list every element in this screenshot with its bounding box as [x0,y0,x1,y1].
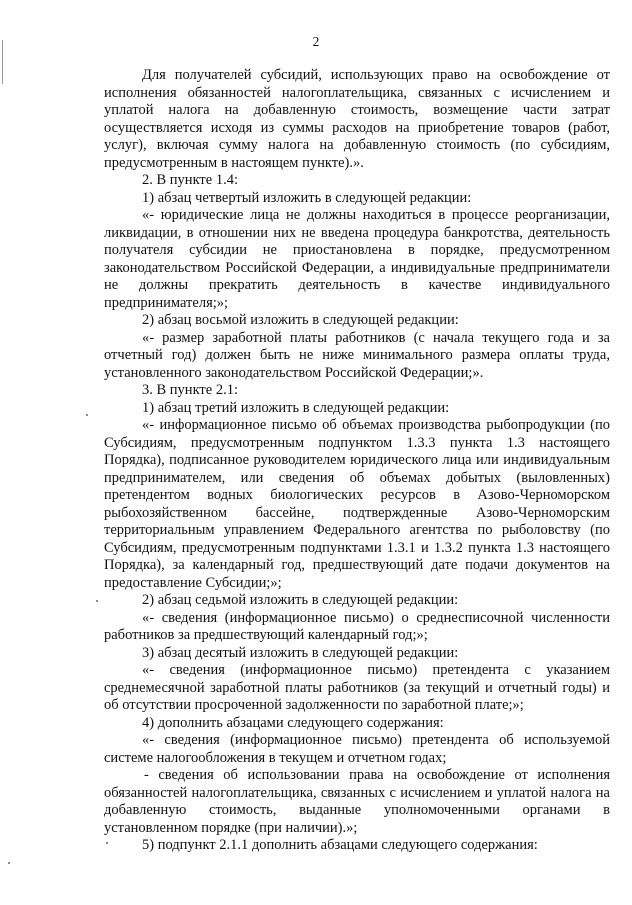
paragraph: 4) дополнить абзацами следующего содержания: [142,714,444,731]
paragraph: «- информационное письмо об объемах производства рыбопродукции (по Субсидиям, предусмотренным подпунктом 1.3.3 пункта 1.3 настоящего Порядка), подписанное руководителем юридического лица или индивидуальным предпринимателем, или сведения об объемах добытых (выловленных) претендентом водных биологических ресурсов в Азово-Черноморском рыбохозяйственном бассейне, подтвержденные Азово-Черноморским территориальным управлением Федерального агентства по рыболовству (по Субсидиям, предусмотренным подпунктами 1.3.1 и 1.3.2 пункта 1.3 настоящего Порядка), за календарный год, предшествующий дате подачи документов на предоставление Субсидии;»; [104,417,610,591]
paragraph: 2) абзац седьмой изложить в следующей редакции: [142,592,459,608]
paragraph: 1) абзац четвертый изложить в следующей редакции: [142,189,472,206]
scan-speck [8,862,10,864]
paragraph: 1) абзац третий изложить в следующей редакции: [142,399,450,416]
paragraph: Для получателей субсидий, использующих право на освобождение от исполнения обязанностей налогоплательщика, связанных с исчислением и уплатой налога на добавленную стоимость, возмещение части затрат осуществляется исходя из суммы расходов на приобретение товаров (работ, услуг), включая сумму налога на добавленную стоимость (по субсидиям, предусмотренным в настоящем пункте).». [104,67,610,171]
paragraph: - сведения об использовании права на освобождение от исполнения обязанностей налогоплательщика, связанных с исчислением и уплатой налога на добавленную стоимость, выданные уполномоченными органами в установленном порядке (при наличии).»; [104,767,610,836]
paragraph: «- сведения (информационное письмо) претендента об используемой системе налогообложения в текущем и отчетном годах; [104,732,610,766]
paragraph: «- сведения (информационное письмо) претендента с указанием среднемесячной заработной платы работников (за текущий и отчетный годы) и об отсутствии просроченной задолженности по заработной плате;»; [104,662,610,713]
paragraph: 3. В пункте 2.1: [142,382,238,398]
scan-speck [86,414,88,416]
scan-speck [96,600,98,602]
page-number: 2 [312,34,320,49]
scan-speck [106,842,108,844]
paragraph: «- юридические лица не должны находиться в процессе реорганизации, ликвидации, в отношении них не введена процедура банкротства, деятельность получателя субсидии не приостановлена в порядке, предусмотренном законодательством Российской Федерации, а индивидуальные предприниматели не должны прекратить деятельность в качестве индивидуального предпринимателя;»; [104,207,610,311]
paragraph: 2. В пункте 1.4: [142,172,238,188]
paragraph: 5) подпункт 2.1.1 дополнить абзацами следующего содержания: [142,837,538,853]
paragraph: 2) абзац восьмой изложить в следующей редакции: [142,312,459,328]
paragraph: «- сведения (информационное письмо) о среднесписочной численности работников за предшествующий календарный год;»; [104,609,610,643]
document-body [104,67,610,855]
paragraph: «- размер заработной платы работников (с начала текущего года и за отчетный год) должен быть не ниже минимального размера оплаты труда, установленного законодательством Российской Федерации;». [104,329,610,381]
paragraph: 3) абзац десятый изложить в следующей редакции: [142,644,459,661]
